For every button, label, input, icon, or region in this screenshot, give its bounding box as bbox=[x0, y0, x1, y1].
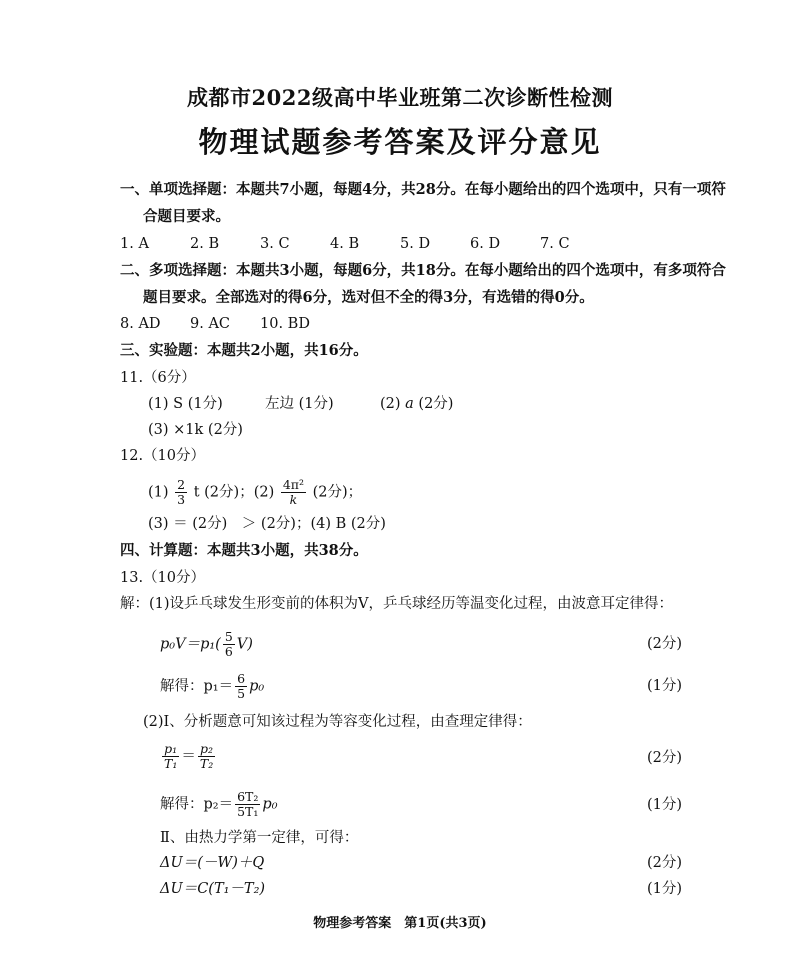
answer-4: 4. B bbox=[330, 236, 360, 252]
q13-eq6-score: (1分) bbox=[646, 881, 682, 897]
page-footer: 物理参考答案 第1页(共3页) bbox=[313, 916, 487, 931]
q13-eq3: $\frac{\text{p₁}}{\text{T₁}}$ ＝ $\frac{\text{p₂}}{\text{T₂}}$ bbox=[164, 741, 214, 771]
q12-part3-4: (3) ＝ (2分) ＞ (2分)；(4) B (2分) bbox=[148, 516, 386, 532]
fraction-two-thirds: $\frac{2}{3}$ bbox=[177, 477, 186, 507]
answer-10: 10. BD bbox=[260, 316, 310, 332]
q13-intro: 解：(1)设乒乓球发生形变前的体积为V，乒乓球经历等温变化过程，由波意耳定律得： bbox=[120, 596, 674, 612]
q13-eq4-score: (1分) bbox=[646, 797, 682, 813]
q13-eq2: 解得：p₁＝ $\frac{6}{5}$ p₀ bbox=[160, 671, 265, 701]
q12-part1-2: (1) $\frac{2}{3}$ t (2分)；(2) $\frac{\text{4π²}}{k}$ (2分)； bbox=[148, 477, 363, 507]
q13-eq6: ΔU＝C(T₁－T₂) bbox=[160, 881, 266, 897]
answer-5: 5. D bbox=[400, 236, 431, 252]
q13-eq3-score: (2分) bbox=[646, 750, 682, 766]
q11-label: 11.（6分） bbox=[120, 370, 196, 386]
section1-heading-line1: 一、单项选择题：本题共7小题，每题4分，共28分。在每小题给出的四个选项中，只有一项符 bbox=[120, 181, 726, 198]
q13-label: 13.（10分） bbox=[120, 570, 206, 586]
q13-eq2-score: (1分) bbox=[646, 678, 682, 694]
q11-part3: (3) ×1k (2分) bbox=[148, 422, 243, 438]
exam-title: 成都市2022级高中毕业班第二次诊断性检测 bbox=[187, 85, 613, 110]
answer-8: 8. AD bbox=[120, 316, 161, 332]
q13-eq1-score: (2分) bbox=[646, 636, 682, 652]
answer-9: 9. AC bbox=[190, 316, 231, 332]
q11-part2: (2) a (2分) bbox=[380, 396, 454, 412]
q11-part1: (1) S (1分) bbox=[148, 396, 223, 412]
answer-key-title: 物理试题参考答案及评分意见 bbox=[198, 125, 602, 159]
q13-eq1: p₀V＝p₁( $\frac{5}{6}$ V) bbox=[160, 629, 253, 659]
answer-6: 6. D bbox=[470, 236, 501, 252]
q11-part1-side: 左边 (1分) bbox=[265, 396, 334, 412]
fraction-4pi2-over-k: $\frac{\text{4π²}}{k}$ bbox=[282, 477, 305, 507]
q12-label: 12.（10分） bbox=[120, 448, 206, 464]
q13-part2-intro: (2)Ⅰ、分析题意可知该过程为等容变化过程，由查理定律得： bbox=[143, 714, 532, 730]
answer-7: 7. C bbox=[540, 236, 570, 252]
section1-heading-line2: 合题目要求。 bbox=[143, 208, 230, 225]
q13-eq5-score: (2分) bbox=[646, 855, 682, 871]
q13-eq5: ΔU＝(－W)＋Q bbox=[160, 855, 265, 871]
q13-eq4: 解得：p₂＝ $\frac{\text{6T₂}}{\text{5T₁}}$ p₀ bbox=[160, 789, 278, 819]
answer-1: 1. A bbox=[120, 236, 149, 252]
section3-heading: 三、实验题：本题共2小题，共16分。 bbox=[120, 342, 368, 359]
section2-heading-line2: 题目要求。全部选对的得6分，选对但不全的得3分，有选错的得0分。 bbox=[143, 289, 594, 306]
section4-heading: 四、计算题：本题共3小题，共38分。 bbox=[120, 542, 368, 559]
answer-3: 3. C bbox=[260, 236, 290, 252]
section2-heading-line1: 二、多项选择题：本题共3小题，每题6分，共18分。在每小题给出的四个选项中，有多项符合 bbox=[120, 262, 726, 279]
answer-2: 2. B bbox=[190, 236, 220, 252]
q13-part2b-intro: Ⅱ、由热力学第一定律，可得： bbox=[160, 830, 359, 846]
